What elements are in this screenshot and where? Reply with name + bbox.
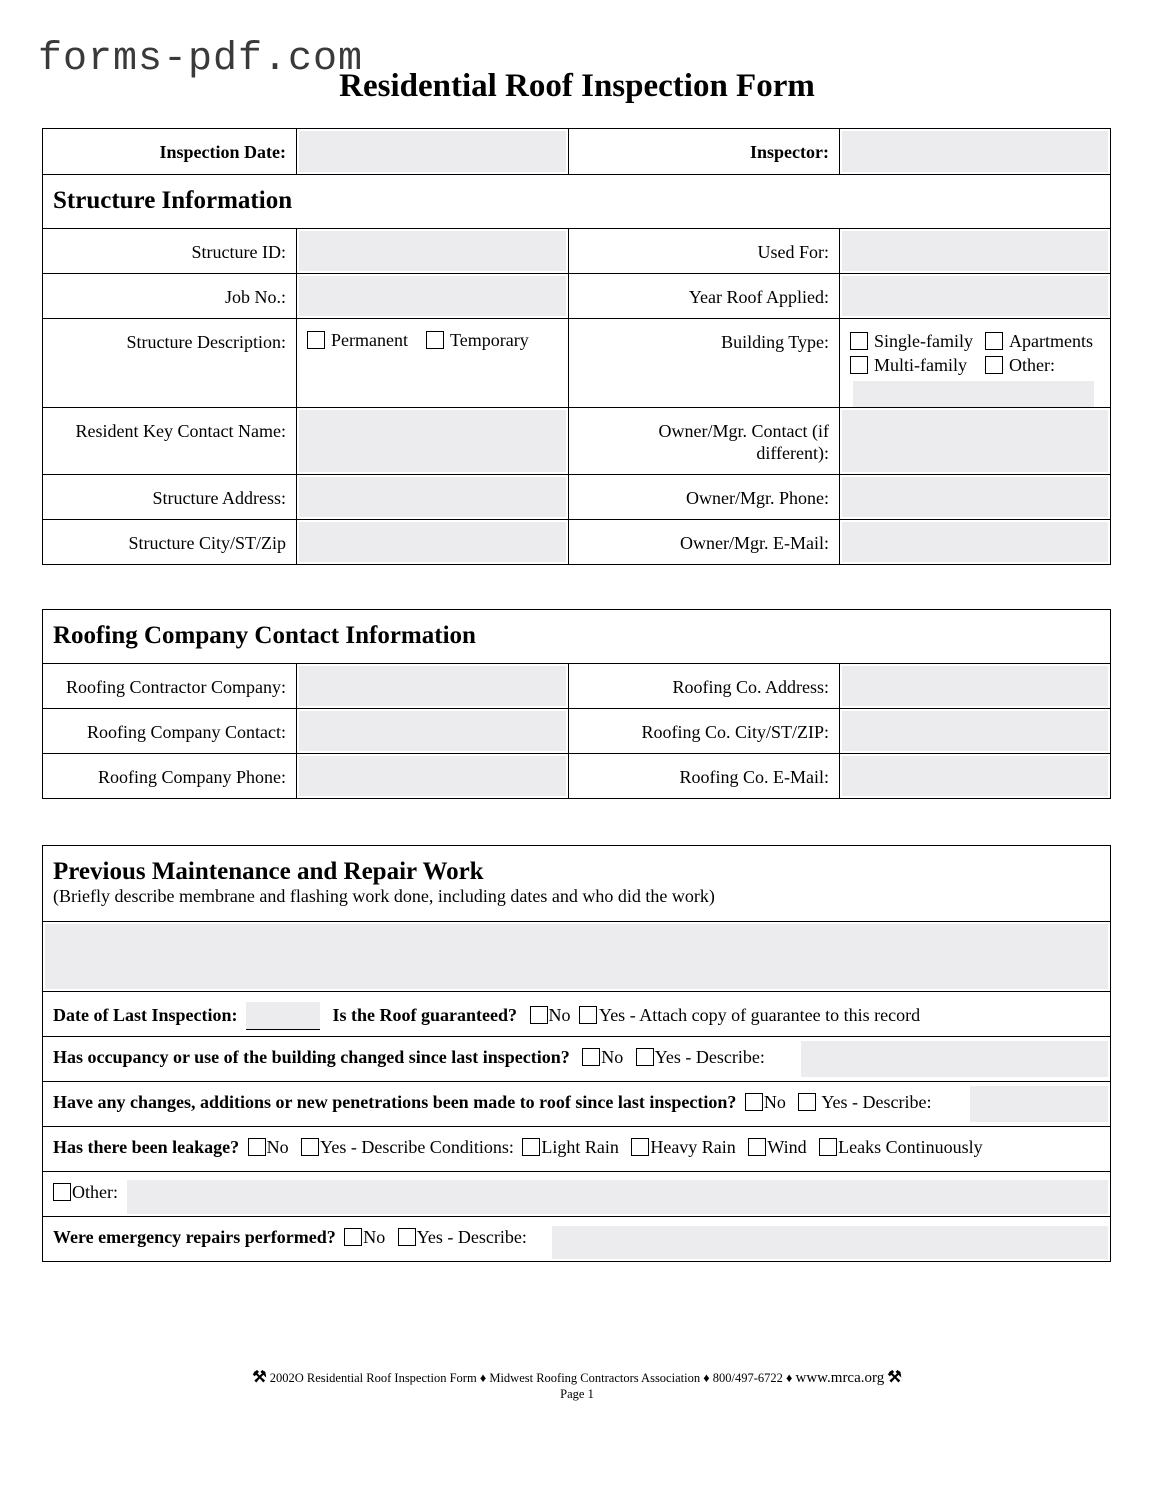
other-leakage-checkbox[interactable]	[53, 1183, 71, 1201]
heavy-rain-option[interactable]: Heavy Rain	[631, 1137, 735, 1158]
footer-url[interactable]: www.mrca.org	[795, 1370, 885, 1386]
used-for-label: Used For:	[569, 229, 840, 273]
inspector-label: Inspector:	[569, 129, 840, 174]
owner-email-field[interactable]	[840, 520, 1110, 564]
leakage-question: Has there been leakage?	[53, 1137, 240, 1157]
structure-id-row	[43, 229, 1110, 274]
occupancy-question: Has occupancy or use of the building changed since last inspection?	[53, 1047, 570, 1067]
owner-contact-label: Owner/Mgr. Contact (if different):	[569, 408, 840, 474]
single-family-checkbox[interactable]	[850, 332, 868, 350]
header-row	[43, 129, 1110, 175]
resident-contact-label: Resident Key Contact Name:	[43, 408, 297, 474]
owner-phone-field[interactable]	[840, 475, 1110, 519]
emergency-no-option[interactable]: No	[344, 1227, 385, 1248]
temporary-option[interactable]: Temporary	[426, 330, 529, 351]
used-for-field[interactable]	[840, 229, 1110, 273]
roofing-section	[42, 609, 1111, 799]
year-roof-field[interactable]	[840, 274, 1110, 318]
roofing-contact-label: Roofing Company Contact:	[43, 709, 297, 753]
occupancy-yes-checkbox[interactable]	[636, 1048, 654, 1066]
owner-contact-field[interactable]	[840, 408, 1110, 474]
apartments-checkbox[interactable]	[985, 332, 1003, 350]
wind-checkbox[interactable]	[748, 1138, 766, 1156]
footer-phone: 800/497-6722	[712, 1371, 783, 1385]
structure-section	[42, 128, 1111, 565]
other-leakage-option[interactable]: Other:	[53, 1182, 118, 1203]
mrca-logo-icon-right: ⚒	[887, 1369, 902, 1386]
occupancy-yes-option[interactable]: Yes - Describe:	[636, 1047, 765, 1068]
changes-yes-option[interactable]: Yes - Describe:	[798, 1092, 931, 1113]
maintenance-subheading: (Briefly describe membrane and flashing work done, including dates and who did the work)	[53, 886, 715, 906]
changes-row	[43, 1082, 1110, 1127]
maintenance-heading: Previous Maintenance and Repair Work (Briefly describe membrane and flashing work done, including dates and who did the work)	[43, 846, 1110, 922]
emergency-yes-checkbox[interactable]	[398, 1228, 416, 1246]
other-building-checkbox[interactable]	[985, 356, 1003, 374]
structure-address-field[interactable]	[297, 475, 569, 519]
temporary-checkbox[interactable]	[426, 331, 444, 349]
guaranteed-no-option[interactable]: No	[530, 1005, 571, 1026]
leakage-no-checkbox[interactable]	[248, 1138, 266, 1156]
guaranteed-question: Is the Roof guaranteed?	[332, 1005, 517, 1025]
guaranteed-yes-checkbox[interactable]	[579, 1006, 597, 1024]
co-email-field[interactable]	[840, 754, 1110, 798]
structure-city-label: Structure City/ST/Zip	[43, 520, 297, 564]
leakage-yes-option[interactable]: Yes - Describe Conditions:	[301, 1137, 514, 1158]
footer: ⚒ 2002O Residential Roof Inspection Form ♦ Midwest Roofing Contractors Association ♦ 800/497-6722 ♦ www.mrca.org ⚒ Page 1	[0, 1370, 1154, 1402]
changes-describe-field[interactable]	[970, 1086, 1108, 1122]
inspector-field[interactable]	[840, 129, 1110, 174]
permanent-checkbox[interactable]	[307, 331, 325, 349]
multi-family-checkbox[interactable]	[850, 356, 868, 374]
resident-contact-field[interactable]	[297, 408, 569, 474]
occupancy-describe-field[interactable]	[801, 1041, 1108, 1077]
permanent-option[interactable]: Permanent	[307, 330, 408, 351]
light-rain-option[interactable]: Light Rain	[522, 1137, 619, 1158]
footer-form-name: 2002O Residential Roof Inspection Form	[269, 1371, 477, 1385]
page-number: Page 1	[560, 1387, 594, 1401]
address-row	[43, 475, 1110, 520]
structure-address-label: Structure Address:	[43, 475, 297, 519]
structure-city-field[interactable]	[297, 520, 569, 564]
description-row	[43, 319, 1110, 408]
roofing-contact-row	[43, 709, 1110, 754]
contractor-field[interactable]	[297, 664, 569, 708]
structure-description-label: Structure Description:	[43, 319, 297, 407]
owner-phone-label: Owner/Mgr. Phone:	[569, 475, 840, 519]
changes-question: Have any changes, additions or new penetrations been made to roof since last inspection?	[53, 1092, 737, 1112]
heavy-rain-checkbox[interactable]	[631, 1138, 649, 1156]
changes-yes-checkbox[interactable]	[798, 1093, 816, 1111]
emergency-yes-option[interactable]: Yes - Describe:	[398, 1227, 527, 1248]
leaks-continuously-option[interactable]: Leaks Continuously	[819, 1137, 983, 1158]
roofing-phone-label: Roofing Company Phone:	[43, 754, 297, 798]
co-email-label: Roofing Co. E-Mail:	[569, 754, 840, 798]
owner-email-label: Owner/Mgr. E-Mail:	[569, 520, 840, 564]
wind-option[interactable]: Wind	[748, 1137, 806, 1158]
other-leakage-row	[43, 1172, 1110, 1217]
guaranteed-yes-option[interactable]: Yes - Attach copy of guarantee to this record	[579, 1005, 920, 1026]
contractor-row	[43, 664, 1110, 709]
structure-description-options	[297, 319, 569, 407]
last-inspection-row	[43, 992, 1110, 1037]
co-city-field[interactable]	[840, 709, 1110, 753]
footer-org: Midwest Roofing Contractors Association	[489, 1371, 701, 1385]
co-address-label: Roofing Co. Address:	[569, 664, 840, 708]
building-type-options	[840, 319, 1110, 407]
watermark: forms-pdf.com	[38, 37, 364, 82]
emergency-row	[43, 1217, 1110, 1261]
page-title: Residential Roof Inspection Form	[339, 68, 815, 104]
inspection-date-label: Inspection Date:	[43, 129, 297, 174]
light-rain-checkbox[interactable]	[522, 1138, 540, 1156]
changes-no-option[interactable]: No	[745, 1092, 786, 1113]
apartments-option[interactable]: Apartments	[985, 330, 1093, 352]
multi-family-option[interactable]: Multi-family	[850, 354, 985, 376]
occupancy-no-checkbox[interactable]	[582, 1048, 600, 1066]
roofing-phone-field[interactable]	[297, 754, 569, 798]
emergency-no-checkbox[interactable]	[344, 1228, 362, 1246]
leakage-yes-checkbox[interactable]	[301, 1138, 319, 1156]
roofing-phone-row	[43, 754, 1110, 798]
other-building-option[interactable]: Other:	[985, 354, 1055, 376]
last-inspection-label: Date of Last Inspection:	[53, 1005, 238, 1025]
structure-id-field[interactable]	[297, 229, 569, 273]
inspection-date-field[interactable]	[297, 129, 569, 174]
last-inspection-field[interactable]	[246, 1002, 320, 1030]
roofing-contact-field[interactable]	[297, 709, 569, 753]
co-city-label: Roofing Co. City/ST/ZIP:	[569, 709, 840, 753]
leaks-continuously-checkbox[interactable]	[819, 1138, 837, 1156]
other-building-field[interactable]	[853, 381, 1094, 407]
co-address-field[interactable]	[840, 664, 1110, 708]
emergency-describe-field[interactable]	[552, 1226, 1108, 1259]
job-no-row	[43, 274, 1110, 319]
maintenance-description-field[interactable]	[43, 922, 1110, 992]
year-roof-label: Year Roof Applied:	[569, 274, 840, 318]
structure-heading: Structure Information	[43, 175, 1110, 229]
single-family-option[interactable]: Single-family	[850, 330, 985, 352]
job-no-label: Job No.:	[43, 274, 297, 318]
mrca-logo-icon: ⚒	[252, 1369, 267, 1386]
occupancy-row	[43, 1037, 1110, 1082]
job-no-field[interactable]	[297, 274, 569, 318]
city-row	[43, 520, 1110, 564]
structure-id-label: Structure ID:	[43, 229, 297, 273]
leakage-row	[43, 1127, 1110, 1172]
guaranteed-no-checkbox[interactable]	[530, 1006, 548, 1024]
roofing-heading: Roofing Company Contact Information	[43, 610, 1110, 664]
contractor-label: Roofing Contractor Company:	[43, 664, 297, 708]
contact-row	[43, 408, 1110, 475]
emergency-question: Were emergency repairs performed?	[53, 1227, 336, 1247]
leakage-no-option[interactable]: No	[248, 1137, 289, 1158]
changes-no-checkbox[interactable]	[745, 1093, 763, 1111]
occupancy-no-option[interactable]: No	[582, 1047, 623, 1068]
maintenance-section	[42, 845, 1111, 1262]
building-type-label: Building Type:	[569, 319, 840, 407]
other-leakage-field[interactable]	[127, 1180, 1108, 1214]
